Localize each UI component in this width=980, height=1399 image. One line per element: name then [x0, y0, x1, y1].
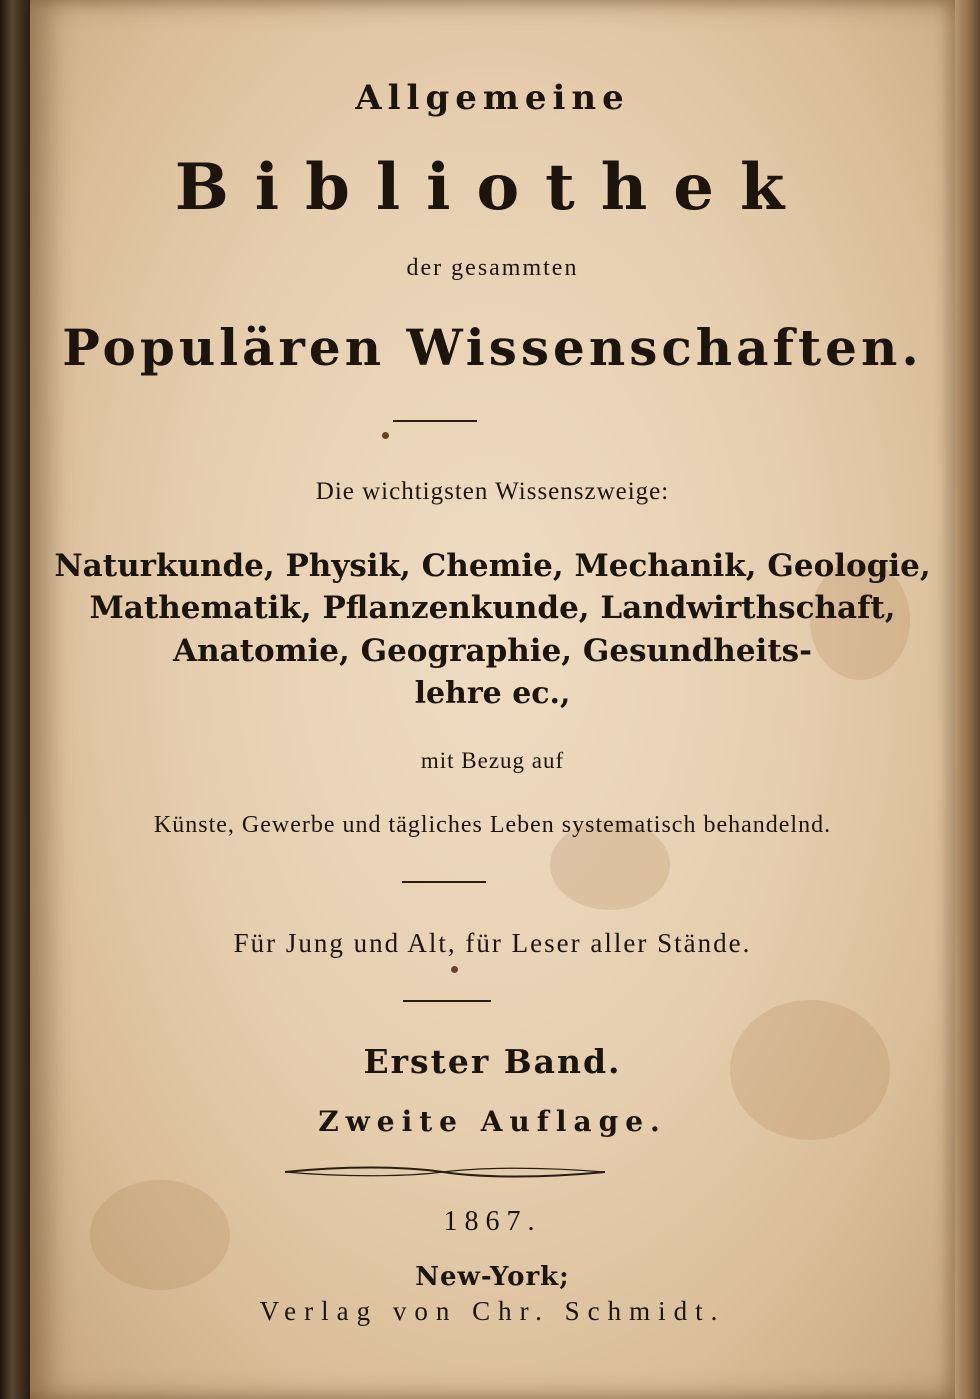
publisher-line: Verlag von Chr. Schmidt.: [259, 1296, 726, 1326]
publication-city: New-York;: [415, 1262, 570, 1292]
subjects-line-3: Anatomie, Geographie, Gesundheits-: [173, 633, 812, 669]
title-line-populaeren: Populären Wissenschaften.: [62, 318, 923, 377]
publication-year: 1867.: [443, 1206, 542, 1237]
ink-spot: [382, 432, 389, 439]
ink-spot: [451, 966, 458, 973]
page-edge: [955, 0, 980, 1399]
subjects-line-2: Mathematik, Pflanzenkunde, Landwirthschaft,: [89, 590, 896, 626]
divider-rule: [403, 1000, 491, 1002]
reference-text: Künste, Gewerbe und tägliches Leben systematisch behandelnd.: [153, 812, 832, 838]
reference-intro: mit Bezug auf: [420, 748, 565, 773]
edition-label: Zweite Auflage.: [318, 1105, 667, 1138]
subjects-line-1: Naturkunde, Physik, Chemie, Mechanik, Geologie,: [54, 548, 931, 584]
volume-label: Erster Band.: [363, 1042, 622, 1081]
audience-line: Für Jung und Alt, für Leser aller Stände.: [233, 928, 752, 958]
divider-rule: [393, 420, 477, 422]
title-line-der-gesammten: der gesammten: [406, 255, 579, 281]
title-line-allgemeine: Allgemeine: [355, 78, 630, 118]
subjects-line-4: lehre ec.,: [414, 676, 571, 711]
book-spine: [0, 0, 30, 1399]
subtitle-intro: Die wichtigsten Wissenszweige:: [315, 478, 670, 505]
title-line-bibliothek: Bibliothek: [174, 150, 811, 225]
divider-rule: [402, 881, 486, 883]
ornamental-rule: [283, 1162, 608, 1182]
